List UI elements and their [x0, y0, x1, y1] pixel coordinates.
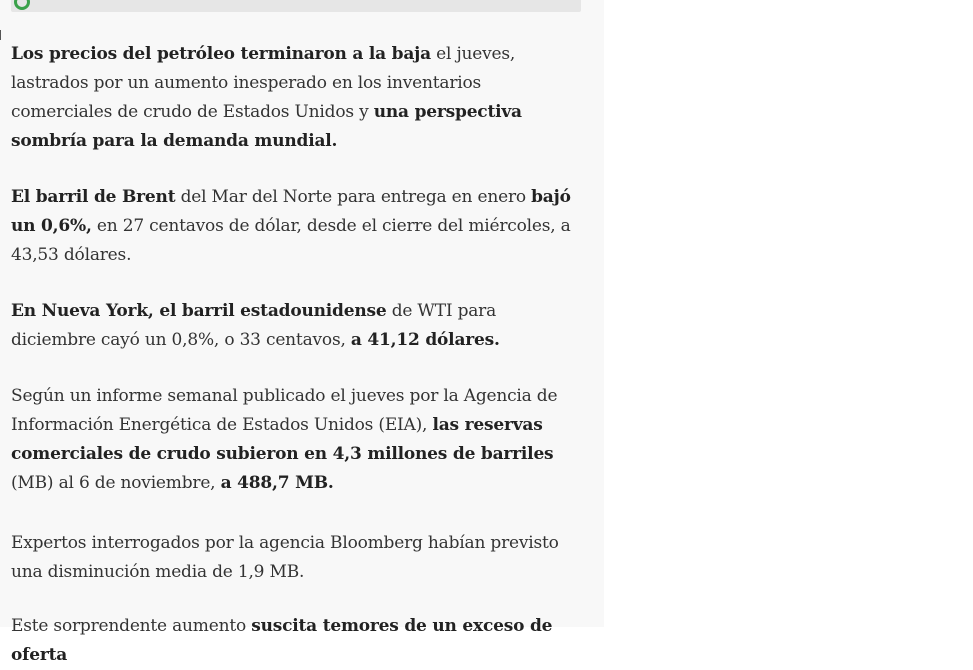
paragraph-wti	[11, 297, 583, 355]
text-run: las reservas comerciales de crudo subieron en 4,3 millones de barriles	[11, 415, 554, 464]
text-run: (MB) al 6 de noviembre,	[11, 473, 221, 493]
text-run: Expertos interrogados por la agencia Bloomberg habían previsto una disminución media de 1,9 MB.	[11, 533, 559, 582]
text-run: Según un informe semanal publicado el jueves por la Agencia de Información Energética de Estados Unidos (EIA),	[11, 386, 558, 435]
text-run: a 41,12 dólares.	[350, 330, 500, 350]
text-run: bajó un 0,6%,	[11, 187, 571, 236]
text-run: En Nueva York, el barril estadounidense	[11, 301, 387, 321]
top-banner	[11, 0, 581, 12]
paragraph-bloomberg	[11, 529, 583, 587]
text-run: en 27 centavos de dólar, desde el cierre del miércoles, a 43,53 dólares.	[11, 216, 571, 265]
text-run: el jueves, lastrados por un aumento inesperado en los inventarios comerciales de crudo de Estados Unidos y	[11, 44, 516, 122]
right-blank-area	[604, 0, 973, 627]
paragraph-oil-prices	[11, 40, 583, 156]
text-run: suscita temores de un exceso de oferta	[11, 616, 553, 665]
paragraph-eia-report	[11, 382, 583, 498]
text-run: a 488,7 MB.	[220, 473, 334, 493]
paragraph-surprise	[11, 612, 583, 670]
text-run: Los precios del petróleo terminaron a la baja	[11, 44, 431, 64]
divider	[0, 30, 1, 40]
paragraph-brent	[11, 183, 583, 270]
text-run: de WTI para diciembre cayó un 0,8%, o 33 centavos,	[11, 301, 497, 350]
text-run: del Mar del Norte para entrega en enero	[175, 187, 532, 207]
text-run: Este sorprendente aumento	[11, 616, 252, 636]
text-run: una perspectiva sombría para la demanda mundial.	[11, 102, 522, 151]
text-run: El barril de Brent	[11, 187, 176, 207]
